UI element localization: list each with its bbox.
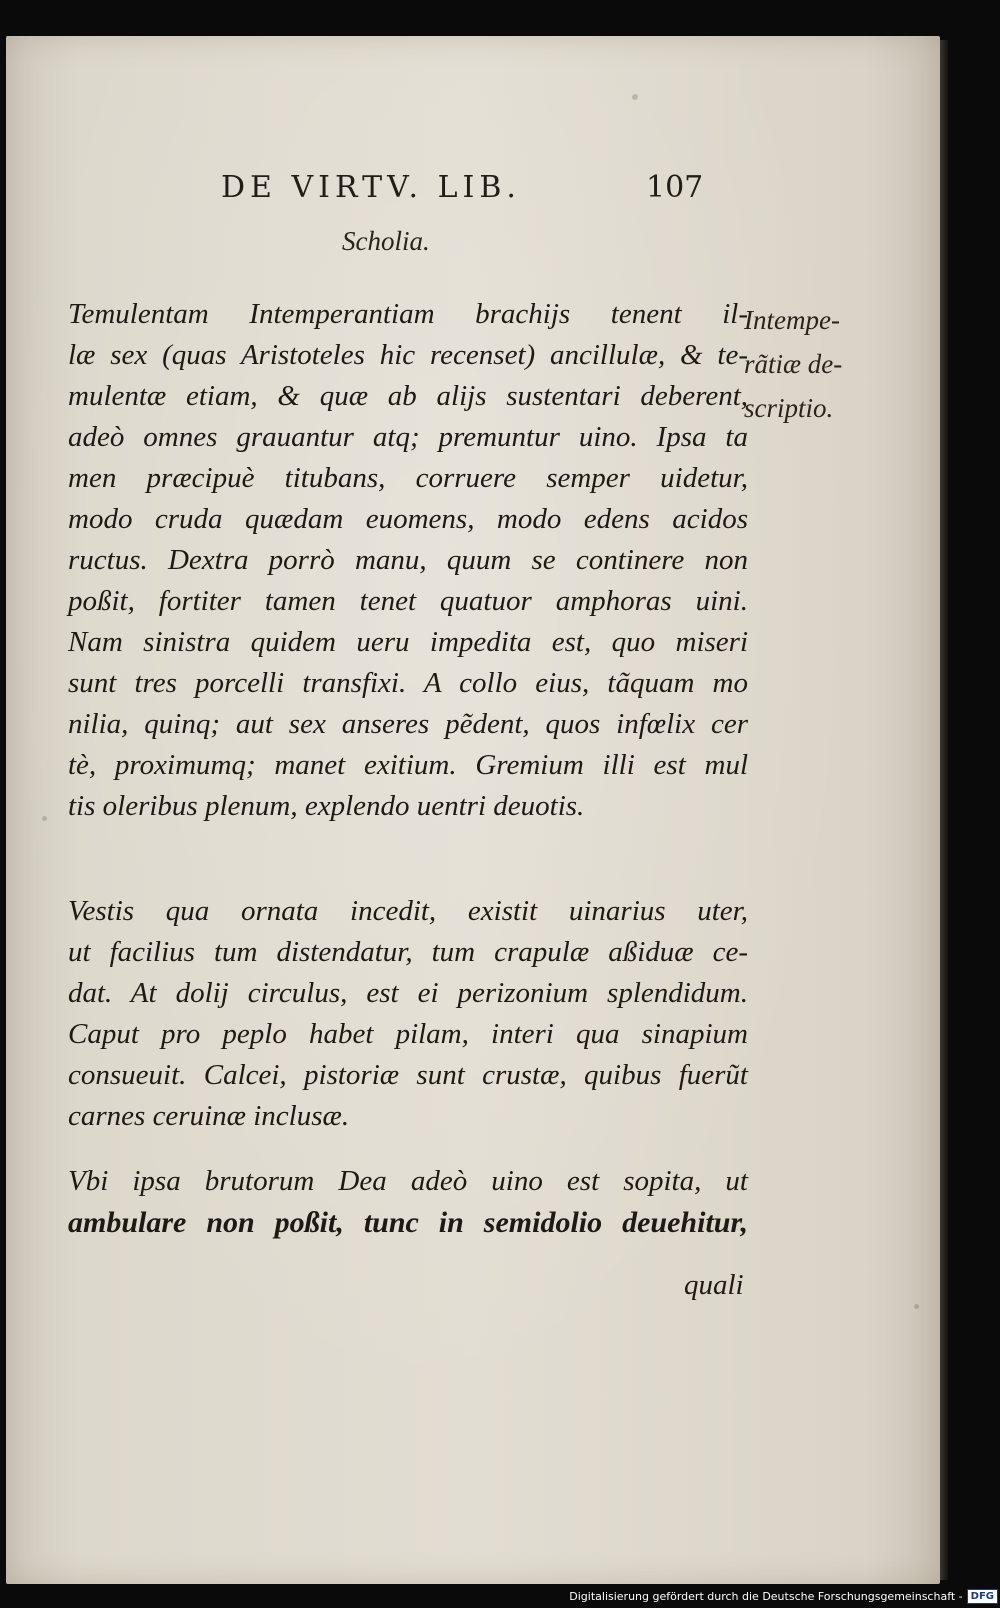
text-line: ructus. Dextra porrò manu, quum se continere non: [68, 544, 748, 576]
ink-speck: [632, 94, 638, 100]
text-line: mulentæ etiam, & quæ ab alijs sustentari deberent,: [68, 380, 748, 412]
text-line: tè, proximumq; manet exitium. Gremium illi est mul: [68, 749, 748, 781]
page-header: [6, 170, 940, 210]
text-line: dat. At dolij circulus, est ei perizonium splendidum.: [68, 977, 748, 1009]
catchword: quali: [684, 1269, 744, 1301]
marginal-note: [744, 298, 864, 430]
digitization-credit: [569, 1586, 998, 1606]
page-edge: [940, 40, 948, 1580]
text-line: nilia, quinq; aut sex anseres pẽdent, quos infœlix cer: [68, 708, 748, 740]
text-line: carnes ceruinæ inclusæ.: [68, 1100, 350, 1132]
book-page: [6, 36, 940, 1584]
paragraph-1: [68, 294, 748, 827]
text-line: tis oleribus plenum, explendo uentri deuotis.: [68, 790, 585, 822]
paragraph-2: [68, 891, 748, 1137]
text-line: modo cruda quædam euomens, modo edens acidos: [68, 503, 748, 535]
running-title: DE VIRTV. LIB.: [221, 170, 521, 205]
text-line: Nam sinistra quidem ueru impedita est, quo miseri: [68, 626, 748, 658]
paragraph-3: [68, 1161, 748, 1243]
marginal-note-line: rãtiæ de-: [744, 349, 843, 379]
page-number: 107: [646, 170, 704, 205]
text-line: consueuit. Calcei, pistoriæ sunt crustæ, quibus fuerũt: [68, 1059, 748, 1091]
text-line: men præcipuè titubans, corruere semper uidetur,: [68, 462, 748, 494]
body-text: [68, 294, 748, 1243]
ink-speck: [42, 816, 47, 821]
text-line: Vestis qua ornata incedit, existit uinarius uter,: [68, 895, 748, 927]
text-line: adeò omnes grauantur atq; premuntur uino. Ipsa ta: [68, 421, 748, 453]
text-line: Temulentam Intemperantiam brachijs tenent il-: [68, 298, 748, 330]
section-heading: Scholia.: [342, 226, 430, 256]
text-line: læ sex (quas Aristoteles hic recenset) ancillulæ, & te-: [68, 339, 748, 371]
text-line: Caput pro peplo habet pilam, interi qua sinapium: [68, 1018, 748, 1050]
dfg-logo: DFG: [967, 1589, 998, 1604]
text-line: Vbi ipsa brutorum Dea adeò uino est sopita, ut: [68, 1165, 748, 1197]
text-line: poßit, fortiter tamen tenet quatuor amphoras uini.: [68, 585, 748, 617]
marginal-note-line: Intempe-: [744, 305, 840, 335]
credit-text: Digitalisierung gefördert durch die Deutsche Forschungsgemeinschaft -: [569, 1589, 963, 1603]
text-line: sunt tres porcelli transfixi. A collo eius, tãquam mo: [68, 667, 748, 699]
ink-speck: [914, 1304, 919, 1309]
text-line: ut facilius tum distendatur, tum crapulæ aßiduæ ce-: [68, 936, 748, 968]
marginal-note-line: scriptio.: [744, 393, 834, 423]
text-line: ambulare non poßit, tunc in semidolio deuehitur,: [68, 1206, 748, 1239]
